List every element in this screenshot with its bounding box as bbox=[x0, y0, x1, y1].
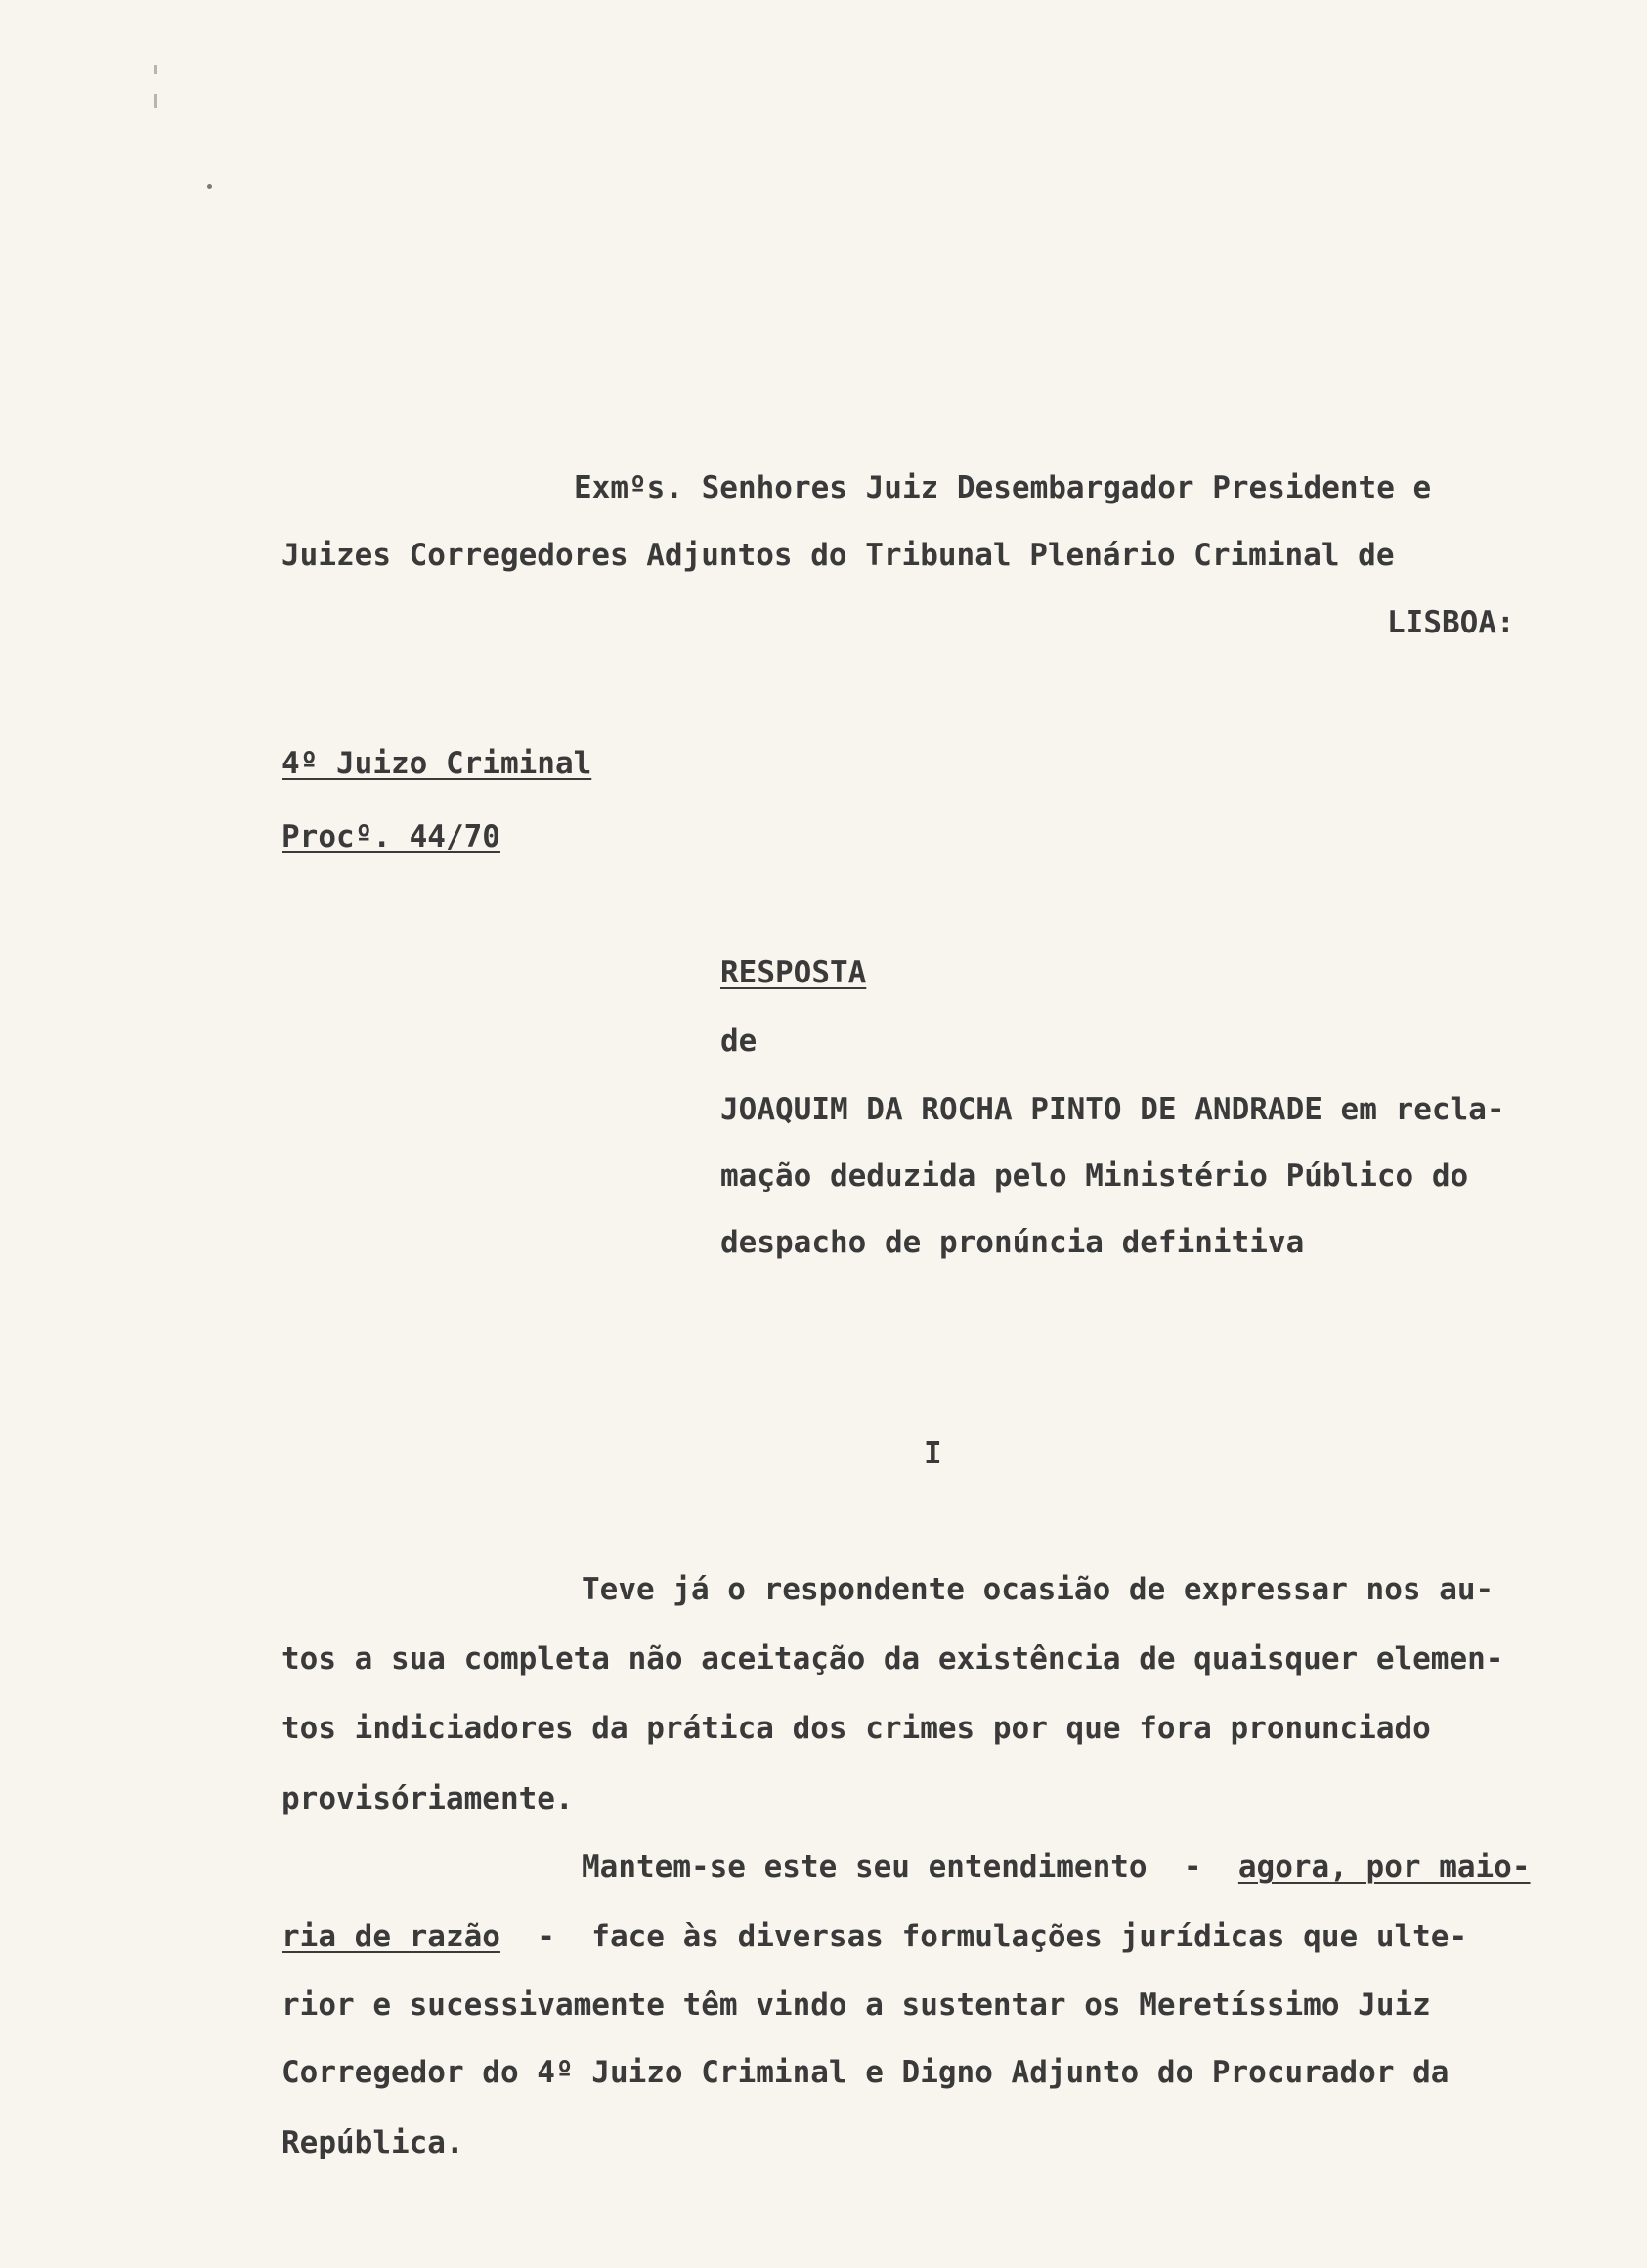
paragraph-1-line-2: tos a sua completa não aceitação da existência de quaisquer elemen- bbox=[282, 1641, 1504, 1677]
ink-speck bbox=[207, 184, 212, 189]
paragraph-2-line-3: rior e sucessivamente têm vindo a sustentar os Meretíssimo Juiz bbox=[282, 1987, 1431, 2023]
paragraph-2-line-1-text: Mantem-se este seu entendimento - bbox=[582, 1850, 1238, 1885]
section-number: I bbox=[924, 1436, 942, 1471]
paragraph-2-emphasis-continued: ria de razão bbox=[282, 1919, 500, 1954]
paragraph-2-line-5: República. bbox=[282, 2125, 464, 2160]
paragraph-2-emphasis: agora, por maio- bbox=[1237, 1850, 1531, 1885]
margin-mark bbox=[154, 94, 157, 108]
address-line-3: LISBOA: bbox=[1387, 605, 1515, 640]
heading-line-3: despacho de pronúncia definitiva bbox=[720, 1225, 1305, 1260]
process-number: Procº. 44/70 bbox=[282, 819, 500, 854]
address-line-2: Juizes Corregedores Adjuntos do Tribunal Plenário Criminal de bbox=[282, 538, 1395, 573]
heading-line-1: JOAQUIM DA ROCHA PINTO DE ANDRADE em recla- bbox=[720, 1092, 1505, 1127]
heading-of: de bbox=[720, 1024, 758, 1059]
paragraph-1-line-3: tos indiciadores da prática dos crimes por que fora pronunciado bbox=[282, 1711, 1431, 1746]
paragraph-2-line-2 bbox=[282, 1919, 1468, 1954]
court-reference: 4º Juizo Criminal bbox=[282, 746, 592, 781]
heading-line-2: mação deduzida pelo Ministério Público do bbox=[720, 1158, 1469, 1194]
document-title: RESPOSTA bbox=[720, 955, 867, 990]
paragraph-2-line-4: Corregedor do 4º Juizo Criminal e Digno Adjunto do Procurador da bbox=[282, 2055, 1450, 2090]
address-line-1: Exmºs. Senhores Juiz Desembargador Presidente e bbox=[574, 470, 1432, 505]
paragraph-1-line-4: provisóriamente. bbox=[282, 1781, 574, 1816]
paragraph-2-line-1 bbox=[582, 1850, 1531, 1885]
paragraph-2-line-2-text: - face às diversas formulações jurídicas que ulte- bbox=[499, 1919, 1468, 1954]
paragraph-1-line-1: Teve já o respondente ocasião de expressar nos au- bbox=[582, 1572, 1495, 1607]
margin-mark bbox=[154, 65, 157, 74]
